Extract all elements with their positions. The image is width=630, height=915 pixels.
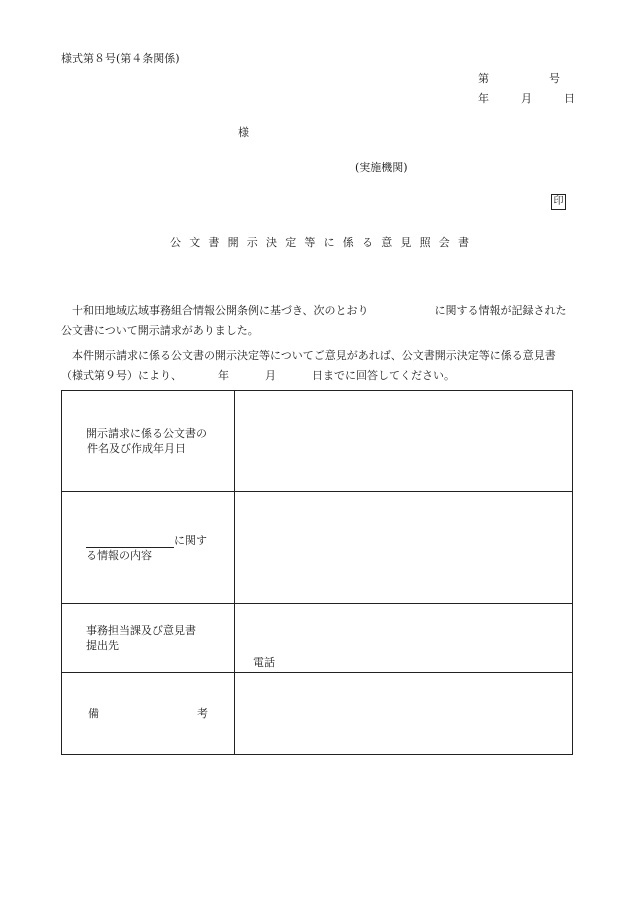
row3-label-cell	[62, 604, 235, 673]
form-number: 様式第８号(第４条関係)	[61, 52, 180, 65]
phone-label: 電話	[253, 656, 275, 669]
para1-text-b: に関する情報が記録された公文書について開示請求がありました。	[61, 304, 567, 337]
para1-text-a: 十和田地域広域事務組合情報公開条例に基づき、次のとおり	[72, 304, 369, 317]
para2-text-a: 本件開示請求に係る公文書の開示決定等についてご意見があれば、公文書開示決定等に係る意見書（様式第９号）により、	[61, 349, 556, 382]
para2-month: 月	[265, 369, 276, 382]
row1-label-cell	[62, 391, 235, 492]
table-row	[62, 604, 573, 673]
body-paragraph-2	[61, 346, 574, 386]
row1-label-line1: 開示請求に係る公文書の	[86, 427, 207, 440]
row4-label-a: 備	[88, 707, 99, 720]
table-row	[62, 492, 573, 604]
info-table	[61, 390, 573, 755]
no-suffix: 号	[549, 72, 560, 85]
row2-value-cell[interactable]	[235, 492, 573, 604]
document-title: 公文書開示決定等に係る意見照会書	[170, 236, 478, 249]
body-paragraph-1	[61, 301, 574, 341]
table-row	[62, 391, 573, 492]
row2-label-line2: る情報の内容	[86, 548, 152, 562]
no-prefix: 第	[478, 72, 489, 85]
seal-mark: 印	[551, 194, 566, 210]
row3-label-line1: 事務担当課及び意見書	[86, 624, 196, 637]
row2-label-suffix: に関す	[174, 533, 207, 547]
date-line	[478, 92, 575, 106]
date-month: 月	[521, 92, 532, 105]
row3-value-cell[interactable]	[235, 604, 573, 673]
row3-label-line2: 提出先	[86, 639, 119, 652]
para2-text-c: 日までに回答してください。	[312, 369, 455, 382]
table-row	[62, 673, 573, 755]
blank-underline[interactable]	[86, 535, 174, 548]
date-year: 年	[478, 92, 489, 105]
row4-label-cell	[62, 673, 235, 755]
row4-label-b: 考	[197, 707, 208, 720]
date-day: 日	[564, 92, 575, 105]
para2-year: 年	[218, 369, 229, 382]
row1-label-line2: 件名及び作成年月日	[87, 442, 186, 455]
row2-label-cell	[62, 492, 235, 604]
row1-value-cell[interactable]	[235, 391, 573, 492]
row4-value-cell[interactable]	[235, 673, 573, 755]
addressee: 様	[238, 126, 249, 139]
document-number-line	[478, 72, 560, 86]
agency-label: (実施機関)	[355, 161, 408, 174]
